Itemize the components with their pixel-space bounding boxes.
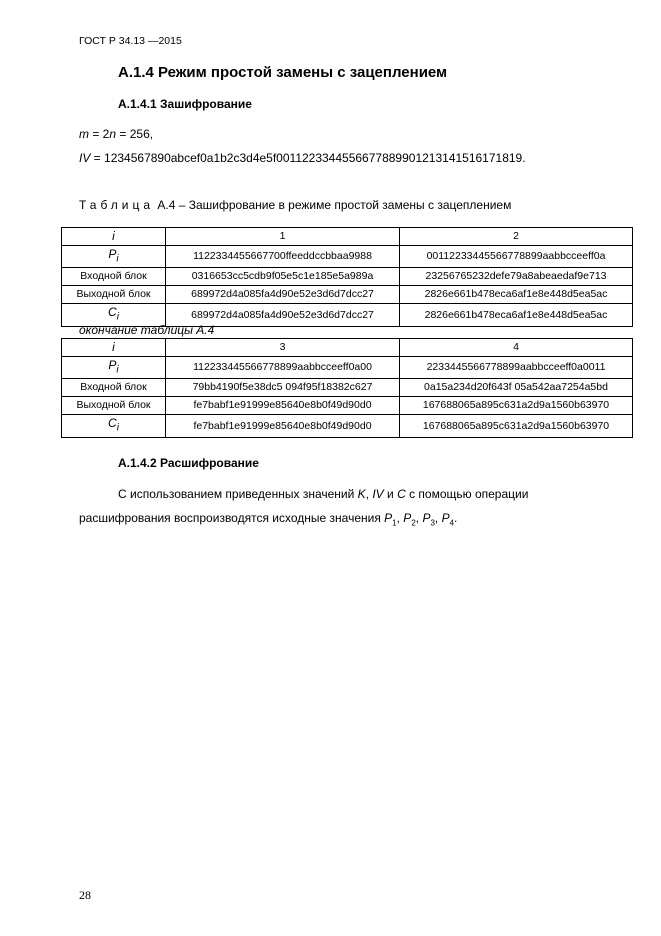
- table-cell: 167688065a895c631a2d9a1560b63970: [400, 415, 633, 437]
- table-cell: fe7babf1e91999e85640e8b0f49d90d0: [166, 397, 400, 415]
- header-col-2: 2: [400, 228, 633, 246]
- table-cell: 2233445566778899aabbcceeff0a0011: [400, 357, 633, 379]
- caption-word: Таблица: [79, 198, 155, 212]
- table-cell: 689972d4a085fa4d90e52e3d6d7dcc27: [166, 286, 400, 304]
- row-label-p: $P_i$: [62, 246, 166, 268]
- var-iv: IV: [79, 151, 91, 165]
- table-row: [62, 268, 633, 286]
- document-header: ГОСТ Р 34.13 —2015: [79, 35, 182, 47]
- table-cell: 2826e661b478eca6af1e8e448d5ea5ac: [400, 286, 633, 304]
- table-cell: 2826e661b478eca6af1e8e448d5ea5ac: [400, 304, 633, 326]
- eq-256: = 256,: [116, 127, 154, 141]
- table-row: [62, 286, 633, 304]
- row-label-c: $C_i$: [62, 304, 166, 326]
- table-header-row: [62, 228, 633, 246]
- table-cell: fe7babf1e91999e85640e8b0f49d90d0: [166, 415, 400, 437]
- decrypt-paragraph: С использованием приведенных значений K, IV и C с помощью операции расшифрования воспроизводятся исходные значения $P_1$, $P_2$, $P_3$, $P_4$.: [79, 487, 529, 528]
- page-number: 28: [79, 888, 91, 902]
- header-i: i: [62, 339, 166, 357]
- table-cell: 00112233445566778899aabbcceeff0a: [400, 246, 633, 268]
- row-label-output-block: Выходной блок: [62, 286, 166, 304]
- table-cell: 167688065a895c631a2d9a1560b63970: [400, 397, 633, 415]
- header-col-4: 4: [400, 339, 633, 357]
- formula-iv: [79, 151, 526, 165]
- table-cell: 112233445566778899aabbcceeff0a00: [166, 357, 400, 379]
- subsection-decrypt-title: А.1.4.2 Расшифрование: [118, 456, 259, 470]
- row-label-input-block: Входной блок: [62, 268, 166, 286]
- table-cell: 689972d4a085fa4d90e52e3d6d7dcc27: [166, 304, 400, 326]
- table-cell: 1122334455667700ffeeddccbbaa9988: [166, 246, 400, 268]
- header-i: i: [62, 228, 166, 246]
- table-row: [62, 397, 633, 415]
- table-cell: 0316653cc5cdb9f05e5c1e185e5a989a: [166, 268, 400, 286]
- row-label-p: $P_i$: [62, 357, 166, 379]
- subsection-encrypt-title: А.1.4.1 Зашифрование: [118, 97, 252, 111]
- table-cell: 79bb4190f5e38dc5 094f95f18382c627: [166, 379, 400, 397]
- formula-m: [79, 127, 153, 141]
- header-col-1: 1: [166, 228, 400, 246]
- table-cell: 23256765232defe79a8abeaedaf9e713: [400, 268, 633, 286]
- table-header-row: [62, 339, 633, 357]
- table-row: [62, 357, 633, 379]
- table-row: [62, 246, 633, 268]
- eq-2: = 2: [89, 127, 110, 141]
- row-label-output-block: Выходной блок: [62, 397, 166, 415]
- header-col-3: 3: [166, 339, 400, 357]
- var-n: n: [109, 127, 117, 141]
- table-a4-part2: [61, 338, 633, 438]
- caption-text: А.4 – Зашифрование в режиме простой замены с зацеплением: [154, 198, 512, 212]
- table-a4-part1: [61, 227, 633, 327]
- var-m: m: [79, 127, 89, 141]
- row-label-c: $C_i$: [62, 415, 166, 437]
- table-caption: [79, 198, 511, 212]
- table-cell: 0a15a234d20f643f 05a542aa7254a5bd: [400, 379, 633, 397]
- section-title: А.1.4 Режим простой замены с зацеплением: [118, 64, 448, 81]
- table-row: [62, 379, 633, 397]
- iv-value: = 1234567890abcef0a1b2c3d4e5f0011223344556677889901213141516171819.: [90, 151, 526, 165]
- table-continued-label: окончание таблицы А.4: [79, 323, 215, 337]
- table-row: [62, 415, 633, 437]
- row-label-input-block: Входной блок: [62, 379, 166, 397]
